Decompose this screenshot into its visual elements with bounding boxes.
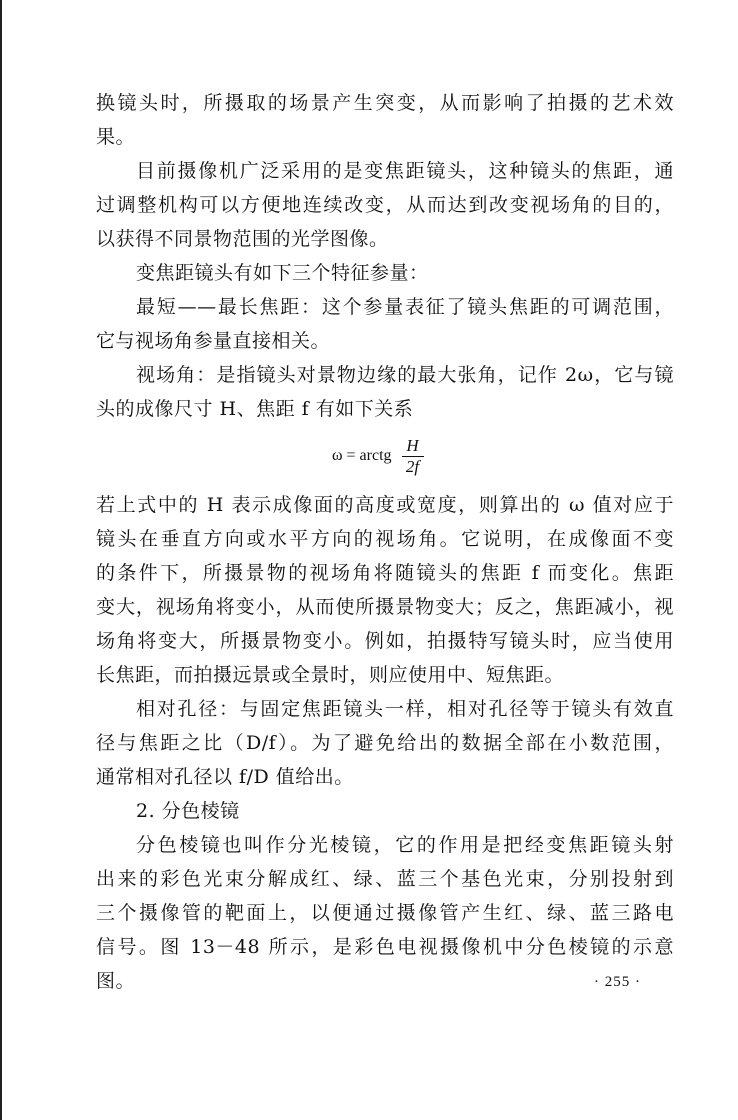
body-line: 图。 (96, 970, 136, 992)
body-line: 果。 (96, 126, 136, 148)
body-line: 最短——最长焦距：这个参量表征了镜头焦距的可调范围， (136, 296, 674, 318)
body-line: 镜头在垂直方向或水平方向的视场角。它说明，在成像面不变 (96, 528, 674, 550)
body-line: 它与视场角参量直接相关。 (96, 330, 331, 352)
formula-fraction (402, 436, 424, 477)
body-line: 头的成像尺寸 H、焦距 f 有如下关系 (96, 398, 414, 420)
body-line: 通常相对孔径以 f/D 值给出。 (96, 766, 354, 788)
body-line: 分色棱镜也叫作分光棱镜，它的作用是把经变焦距镜头射 (136, 834, 674, 856)
body-line: 换镜头时，所摄取的场景产生突变，从而影响了拍摄的艺术效 (96, 92, 674, 114)
formula-denominator: 2f (405, 456, 420, 476)
page-number: · 255 · (594, 974, 641, 990)
body-line: 三个摄像管的靶面上，以便通过摄像管产生红、绿、蓝三路电 (96, 902, 674, 924)
body-line: 变大，视场角将变小，从而使所摄景物变大；反之，焦距减小，视 (96, 596, 674, 618)
page-edge-line (0, 0, 2, 1120)
body-text (96, 86, 674, 998)
body-line: 目前摄像机广泛采用的是变焦距镜头，这种镜头的焦距，通 (136, 160, 674, 182)
formula-numerator: H (406, 435, 419, 455)
body-line: 场角将变大，所摄景物变小。例如，拍摄特写镜头时，应当使用 (96, 630, 674, 652)
body-line: 视场角：是指镜头对景物边缘的最大张角，记作 2ω，它与镜 (136, 364, 674, 386)
body-line: 出来的彩色光束分解成红、绿、蓝三个基色光束，分别投射到 (96, 868, 674, 890)
body-line: 长焦距，而拍摄远景或全景时，则应使用中、短焦距。 (96, 664, 565, 686)
body-line: 径与焦距之比（D/f）。为了避免给出的数据全部在小数范围， (96, 732, 674, 754)
formula (96, 426, 674, 488)
body-line: 的条件下，所摄景物的视场角将随镜头的焦距 f 而变化。焦距 (96, 562, 674, 584)
body-line: 变焦距镜头有如下三个特征参量： (136, 262, 429, 284)
body-line: 过调整机构可以方便地连续改变，从而达到改变视场角的目的， (96, 194, 674, 216)
body-line: 以获得不同景物范围的光学图像。 (96, 228, 389, 250)
body-line: 相对孔径：与固定焦距镜头一样，相对孔径等于镜头有效直 (136, 698, 674, 720)
section-heading: 2. 分色棱镜 (136, 800, 240, 822)
body-line: 若上式中的 H 表示成像面的高度或宽度，则算出的 ω 值对应于 (96, 494, 674, 516)
body-line: 信号。图 13－48 所示，是彩色电视摄像机中分色棱镜的示意 (96, 936, 674, 958)
formula-lhs: ω = arctg (332, 447, 392, 464)
